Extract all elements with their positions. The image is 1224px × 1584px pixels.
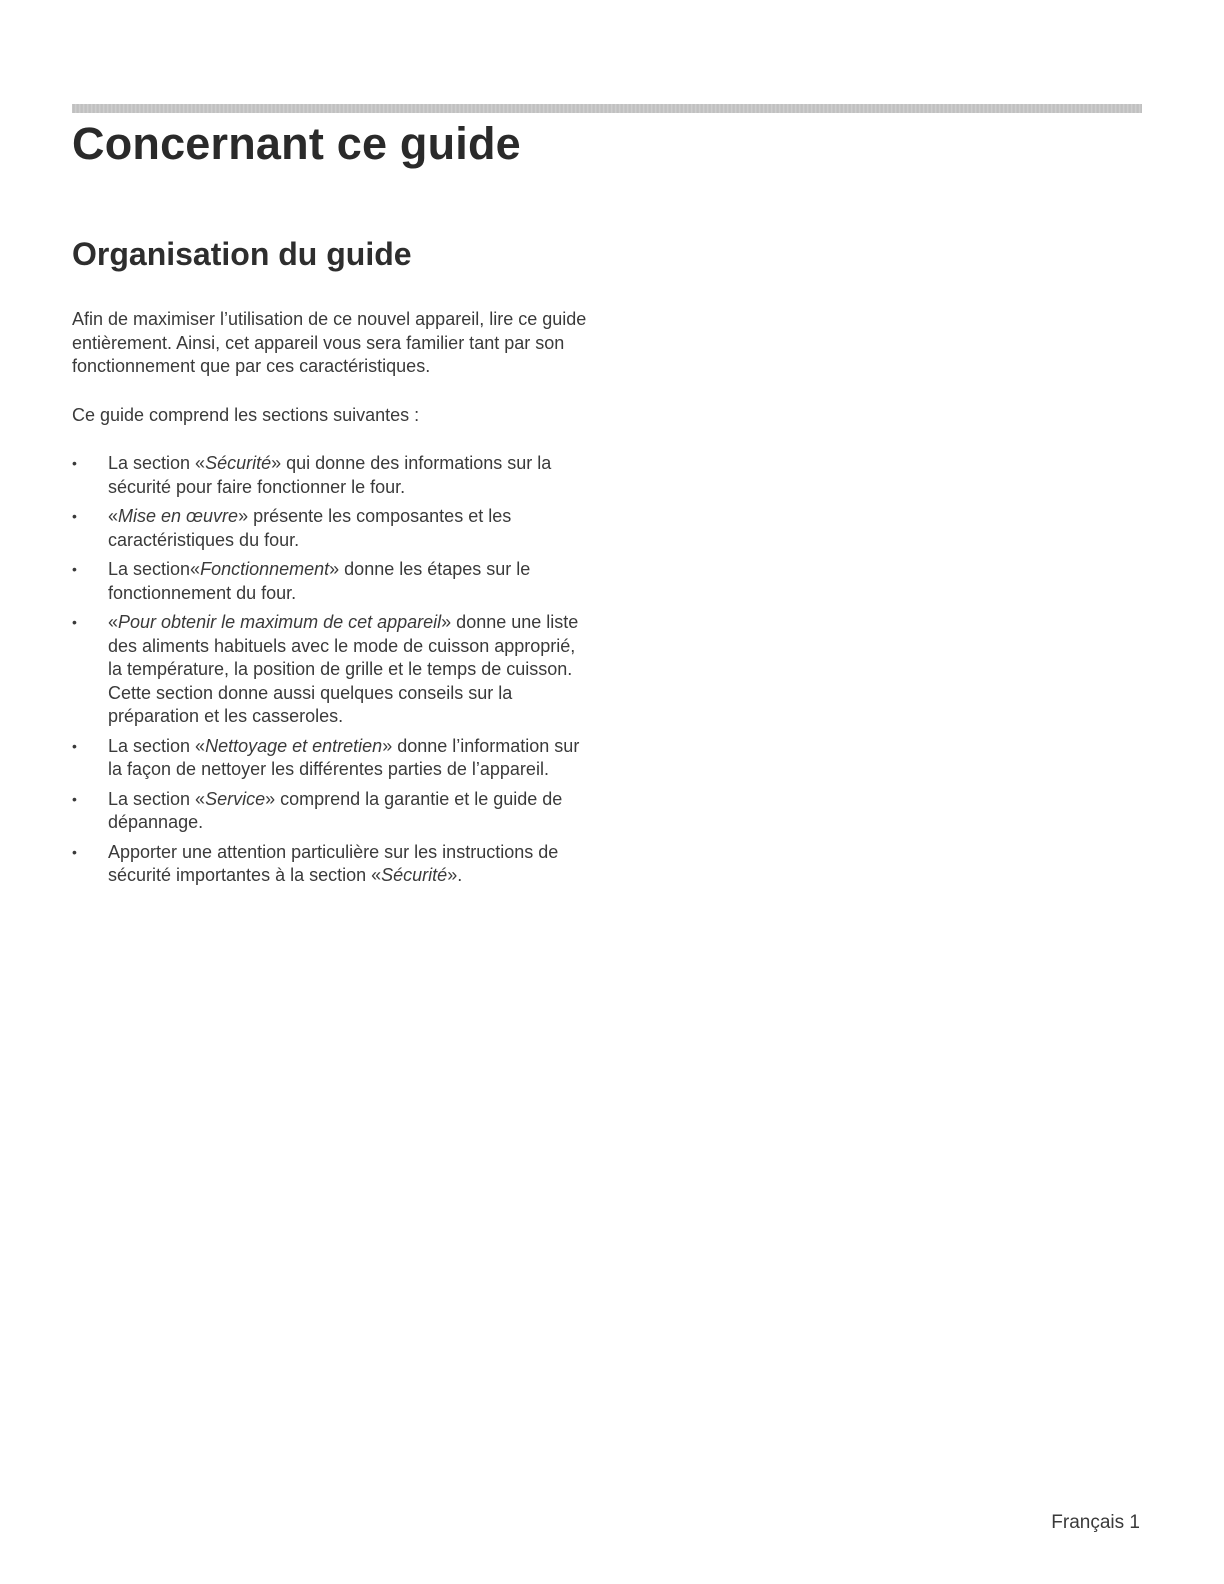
list-item-text: La section« [108,559,201,579]
list-item-text: ». [447,865,463,885]
body-column [72,308,592,894]
list-item-text: » qui donne des informations sur la sécurité pour faire fonctionner le four. [108,453,552,497]
list-item-text: La section « [108,735,206,756]
bullet-icon: • [72,614,77,630]
list-item-text: « [108,506,119,526]
list-item-text: » donne l’information sur la façon de nettoyer les différentes parties de l’appareil. [108,735,580,779]
list-item-section-name: Sécurité [381,865,448,885]
list-item-text: La section « [108,788,206,809]
page-title: Concernant ce guide [72,118,521,169]
bullet-icon: • [72,843,77,860]
page-number: 1 [1129,1512,1140,1533]
list-item-text: » donne les étapes sur le fonctionnement du four. [108,559,531,603]
list-item [72,735,592,782]
list-item-section-name: Service [205,788,266,809]
footer-language: Français [1051,1512,1125,1533]
list-item-text: La section « [108,453,206,473]
list-item [72,505,592,552]
list-item-section-name: Fonctionnement [200,559,330,579]
list-item-text: Apporter une attention particulière sur les instructions de sécurité importantes à la section « [108,841,559,885]
list-item [72,841,592,888]
list-item [72,788,592,835]
sections-list [72,452,592,888]
intro-paragraph: Afin de maximiser l’utilisation de ce nouvel appareil, lire ce guide entièrement. Ainsi, cet appareil vous sera familier tant par son fonctionnement que par ces caractéristiques. [72,309,587,376]
list-item [72,611,592,729]
list-item-section-name: Sécurité [205,453,272,473]
bullet-icon: • [72,455,77,471]
sections-intro: Ce guide comprend les sections suivantes : [72,404,420,425]
list-item-section-name: Mise en œuvre [118,506,239,526]
bullet-icon: • [72,790,77,807]
bullet-icon: • [72,737,77,754]
list-item [72,558,592,605]
list-item-section-name: Nettoyage et entretien [205,735,383,756]
list-item-text: » présente les composantes et les caractéristiques du four. [108,506,512,550]
page-footer [1051,1512,1140,1534]
bullet-icon: • [72,508,77,524]
title-rule [72,104,1142,113]
list-item-section-name: Pour obtenir le maximum de cet appareil [118,612,442,632]
list-item-text: » comprend la garantie et le guide de dépannage. [108,788,563,832]
bullet-icon: • [72,561,77,577]
list-item-text: « [108,612,119,632]
section-heading: Organisation du guide [72,236,412,272]
list-item [72,452,592,499]
list-item-text: » donne une liste des aliments habituels avec le mode de cuisson approprié, la température, la position de grille et le temps de cuisson. Cette section donne aussi quelques conseils sur la préparation et les casseroles. [108,612,579,726]
